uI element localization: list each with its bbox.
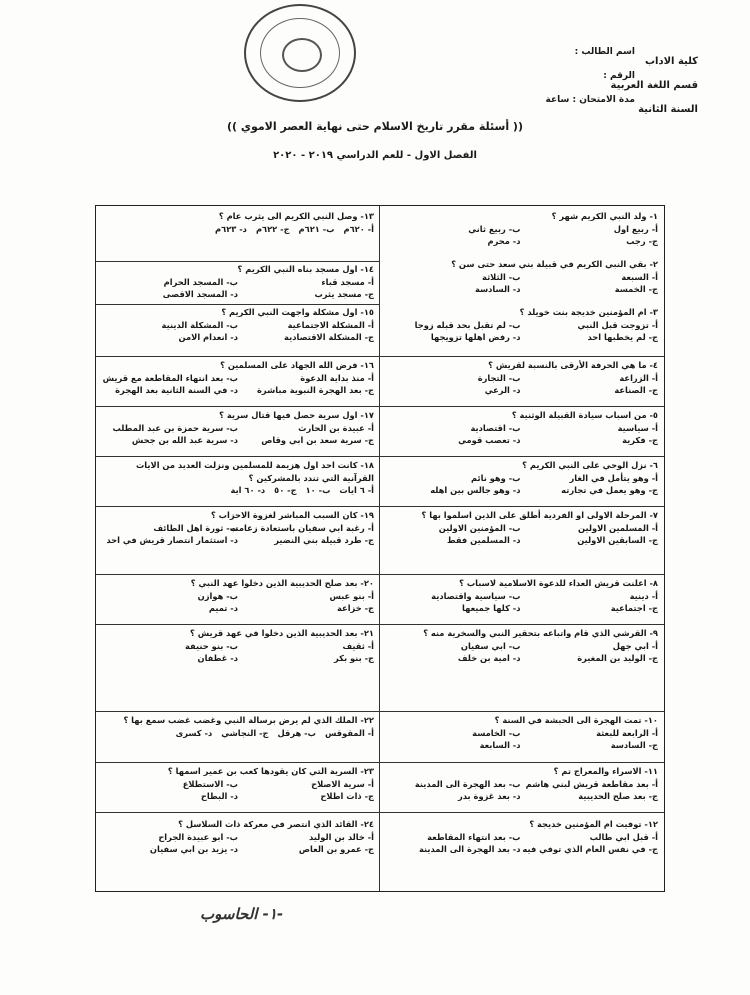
option-a: أ- المقوقس	[324, 727, 374, 738]
row-separator	[96, 261, 379, 262]
option-a: أ- وهو يتأمل في الغار	[569, 472, 658, 483]
option-b: ب- ١٠	[305, 485, 331, 495]
option-a: أ- ٦ ايات	[339, 485, 374, 495]
option-d: د- استثمار انتصار قريش في احد	[106, 535, 238, 545]
question-stem: ١٧- اول سرية حصل فيها قتال سرية ؟	[219, 410, 374, 420]
option-c: ج- الوليد بن المغيرة	[577, 653, 658, 663]
question-4	[383, 359, 658, 397]
exam-title: (( أسئلة مقرر تاريخ الاسلام حتى نهاية العصر الاموي ))	[227, 120, 523, 133]
option-c: ج- بعد الهجرة النبوية مباشرة	[257, 385, 374, 395]
row-separator	[96, 624, 664, 625]
questions-table	[95, 205, 665, 892]
question-stem: ١٤- اول مسجد بناه النبي الكريم ؟	[237, 264, 374, 274]
option-c: ج- السادسة	[610, 740, 658, 750]
option-d: د- بعد غزوة بدر	[457, 791, 521, 801]
option-d: د- البطاح	[200, 791, 238, 801]
question-2	[383, 258, 658, 296]
row-separator	[96, 406, 664, 407]
option-c: ج- لم يخطبها احد	[587, 332, 658, 342]
question-stem: ١٩- كان السبب المباشر لغزوة الاحزاب ؟	[210, 510, 374, 520]
option-c: ج- الصناعة	[614, 385, 658, 395]
option-b: ب- سرية حمزة بن عبد المطلب	[112, 422, 238, 433]
option-a: أ- ابي جهل	[612, 640, 658, 651]
option-d: د- سرية عبد الله بن جحش	[131, 435, 238, 445]
student-name-label: اسم الطالب :	[574, 47, 635, 57]
question-stem: ١٠- تمت الهجرة الى الحبشة في السنة ؟	[494, 715, 658, 725]
option-a: أ- بنو عبس	[329, 590, 374, 601]
option-c: ج- رجب	[626, 236, 658, 246]
option-d: د- الرعي	[484, 385, 521, 395]
row-separator	[96, 711, 664, 712]
option-c: ج- ٥٠	[274, 485, 297, 495]
option-d: د- غطفان	[197, 653, 238, 663]
year-label: السنة الثانية	[638, 104, 698, 115]
option-d: د- بعد الهجرة الى المدينة	[418, 844, 521, 854]
student-info	[515, 40, 635, 112]
row-separator	[96, 812, 664, 813]
question-stem: ٧- المرحلة الاولى او الفردية أطلق على الذين اسلموا بها ؟	[421, 510, 658, 520]
question-23	[102, 765, 374, 803]
row-separator	[96, 456, 664, 457]
option-c: ج- في نفس العام الذي توفي فيه	[522, 844, 658, 854]
question-stem: ٢٢- الملك الذي لم يرض برسالة النبي وغضب غضب سمع بها ؟	[123, 715, 374, 725]
question-stem: ٨- اعلنت قريش العداء للدعوة الاسلامية لاسباب ؟	[459, 578, 658, 588]
option-a: أ- قبل ابي طالب	[589, 831, 658, 842]
option-b: ب- الاستطلاع	[182, 778, 238, 789]
option-a: أ- ثقيف	[342, 640, 374, 651]
page-number-footer: -١- الحاسوب	[200, 905, 284, 923]
department-name: قسم اللغة العربية	[610, 80, 698, 91]
question-stem: ١٣- وصل النبي الكريم الى يثرب عام ؟	[218, 211, 374, 221]
option-c: ج- بعد صلح الحديبية	[578, 791, 658, 801]
question-stem: ١٢- توفيت ام المؤمنين خديجة ؟	[529, 819, 658, 829]
option-b: ب- المسجد الحرام	[163, 276, 238, 287]
option-a: أ- الرابعة للبعثة	[596, 727, 658, 738]
question-3	[383, 306, 658, 344]
option-b: ب- المؤمنين الاولين	[438, 522, 521, 533]
question-stem: ٢٣- السرية التي كان يقودها كعب بن عمير اسمها ؟	[167, 766, 374, 776]
question-15	[102, 306, 374, 344]
option-b: ب- الثلاثة	[482, 271, 521, 282]
option-d: د- وهو جالس بين اهله	[430, 485, 521, 495]
option-b: ب- لم تقبل بحد قبله زوجا	[414, 319, 521, 330]
row-separator	[96, 506, 664, 507]
option-c: ج- خزاعة	[337, 603, 374, 613]
option-b: ب- بنو حنيفة	[184, 640, 238, 651]
question-stem: ١١- الاسراء والمعراج تم ؟	[553, 766, 658, 776]
question-stem: ٢٤- القائد الذي انتصر في معركة ذات السلاسل ؟	[178, 819, 374, 829]
question-11	[383, 765, 658, 803]
option-b: ب- هوازن	[197, 590, 238, 601]
row-separator	[96, 356, 664, 357]
question-14	[102, 263, 374, 301]
row-separator	[96, 574, 664, 575]
row-separator	[96, 762, 664, 763]
question-22	[102, 714, 374, 739]
option-b: ب- ابي سفيان	[460, 640, 521, 651]
option-b: ب- بعد انتهاء المقاطعة	[427, 831, 521, 842]
option-d: د- ٦٠ اية	[230, 485, 266, 495]
college-name: كلية الاداب	[644, 56, 698, 67]
question-stem: ٢٠- بعد صلح الحديبية الذين دخلوا عهد النبي ؟	[190, 578, 374, 588]
option-b: ب- ربيع ثاني	[468, 223, 521, 234]
question-1	[383, 210, 658, 248]
option-a: أ- السبعة	[621, 271, 658, 282]
option-b: ب- الخامسة	[472, 727, 521, 738]
question-6	[383, 459, 658, 497]
option-a: أ- المسلمين الاولين	[578, 522, 658, 533]
option-d: د- محرم	[487, 236, 521, 246]
option-b: ب- وهو نائم	[470, 472, 521, 483]
university-seal	[244, 4, 356, 102]
option-d: د- في السنة الثانية بعد الهجرة	[115, 385, 238, 395]
question-stem: ٥- من اسباب سيادة القبيلة الوثنية ؟	[511, 410, 658, 420]
option-b: ب- بعد انتهاء المقاطعة مع قريش	[102, 372, 238, 383]
option-a: أ- منذ بداية الدعوة	[300, 372, 374, 383]
question-stem: ٢١- بعد الحديبية الذين دخلوا في عهد قريش ؟	[190, 628, 374, 638]
option-d: د- انعدام الامن	[178, 332, 238, 342]
option-b: ب- التجارة	[477, 372, 521, 383]
option-c: ج- النجاشي	[221, 727, 269, 738]
question-stem: ١٨- كانت احد اول هزيمة للمسلمين ونزلت العديد من الايات القرآنية التي تندد بالمشركين ؟	[135, 460, 374, 483]
option-c: ج- فكرية	[622, 435, 658, 445]
option-d: د- المسلمين فقط	[446, 535, 521, 545]
option-a: أ- عبيدة بن الحارث	[298, 422, 374, 433]
exam-duration-label: مدة الامتحان : ساعة	[545, 95, 635, 105]
question-stem: ١٥- اول مشكلة واجهت النبي الكريم ؟	[221, 307, 374, 317]
question-8	[383, 577, 658, 615]
question-20	[102, 577, 374, 615]
question-9	[383, 627, 658, 665]
column-divider	[379, 206, 380, 891]
exam-subtitle: الفصل الاول - للعم الدراسي ٢٠١٩ - ٢٠٢٠	[273, 150, 477, 161]
option-c: ج- اجتماعية	[610, 603, 658, 613]
option-b: ب- اقتصادية	[470, 422, 521, 433]
option-d: د- رفض اهلها تزويجها	[430, 332, 521, 342]
option-a: أ- خالد بن الوليد	[309, 831, 374, 842]
option-a: أ- الزراعة	[619, 372, 658, 383]
question-13	[102, 210, 374, 235]
question-16	[102, 359, 374, 397]
option-b: ب- المشكلة الدينية	[161, 319, 238, 330]
question-stem: ١٦- فرض الله الجهاد على المسلمين ؟	[220, 360, 374, 370]
option-c: ج- عمرو بن العاص	[298, 844, 374, 854]
option-a: أ- دينية	[629, 590, 658, 601]
option-a: أ- تزوجت قبل النبي	[577, 319, 658, 330]
question-24	[102, 818, 374, 856]
question-stem: ٤- ما هي الحرفة الأرقى بالنسبة لقريش ؟	[488, 360, 658, 370]
option-a: أ- رغبة ابي سفيان باستعادة زعامته	[230, 522, 374, 533]
option-c: ج- المشكلة الاقتصادية	[284, 332, 374, 342]
question-19	[102, 509, 374, 547]
option-c: ج- طرد قبيلة بني النضير	[274, 535, 374, 545]
question-21	[102, 627, 374, 665]
question-17	[102, 409, 374, 447]
question-5	[383, 409, 658, 447]
option-c: ج- الخمسة	[614, 284, 658, 294]
question-stem: ٣- ام المؤمنين خديجة بنت خويلد ؟	[519, 307, 658, 317]
option-a: أ- مسجد قباء	[321, 276, 374, 287]
option-b: ب- سياسية واقتصادية	[431, 590, 521, 601]
option-d: د- تميم	[208, 603, 238, 613]
option-a: أ- المشكلة الاجتماعية	[287, 319, 374, 330]
option-b: ب- ثورة اهل الطائف	[153, 522, 238, 533]
row-separator	[96, 304, 379, 305]
option-a: أ- سرية الاصلاح	[311, 778, 374, 789]
option-b: ب- هرقل	[277, 727, 316, 738]
option-b: ب- بعد الهجرة الى المدينة	[414, 778, 521, 789]
option-c: ج- ٦٢٢م	[255, 223, 290, 234]
option-d: د- السابعة	[479, 740, 521, 750]
question-stem: ٢- بقي النبي الكريم في قبيلة بني سعد حتى سن ؟	[451, 259, 658, 269]
option-b: ب- ابو عبيدة الجراح	[158, 831, 238, 842]
question-stem: ٦- نزل الوحي على النبي الكريم ؟	[522, 460, 658, 470]
student-number-label: الرقم :	[603, 71, 635, 81]
option-d: د- تعصب قومي	[458, 435, 521, 445]
option-d: د- يزيد بن ابي سفيان	[149, 844, 238, 854]
option-a: أ- ربيع اول	[613, 223, 658, 234]
option-d: د- كسرى	[175, 727, 213, 738]
option-c: ج- مسجد يثرب	[314, 289, 374, 299]
option-c: ج- بنو بكر	[333, 653, 374, 663]
question-10	[383, 714, 658, 752]
question-18	[102, 459, 374, 497]
option-c: ج- سرية سعد بن ابي وقاص	[261, 435, 374, 445]
option-c: ج- السابقين الاولين	[577, 535, 658, 545]
option-d: د- المسجد الاقصى	[162, 289, 238, 299]
option-a: أ- بعد مقاطعة قريش لبني هاشم	[525, 778, 658, 789]
option-c: ج- ذات اطلاح	[320, 791, 374, 801]
question-stem: ٩- القرشي الذي قام واتباعه بتحقير النبي والسخرية منه ؟	[423, 628, 658, 638]
question-12	[383, 818, 658, 856]
option-d: د- السادسة	[474, 284, 521, 294]
option-d: د- كلها جميعها	[462, 603, 521, 613]
option-c: ج- وهو يعمل في تجارته	[561, 485, 658, 495]
option-b: ب- ٦٢١م	[298, 223, 335, 234]
option-a: أ- ٦٢٠م	[343, 223, 374, 234]
option-d: د- ٦٢٣م	[215, 223, 247, 234]
question-7	[383, 509, 658, 547]
option-a: أ- سياسية	[617, 422, 658, 433]
question-stem: ١- ولد النبي الكريم شهر ؟	[551, 211, 658, 221]
option-d: د- امية بن خلف	[457, 653, 521, 663]
